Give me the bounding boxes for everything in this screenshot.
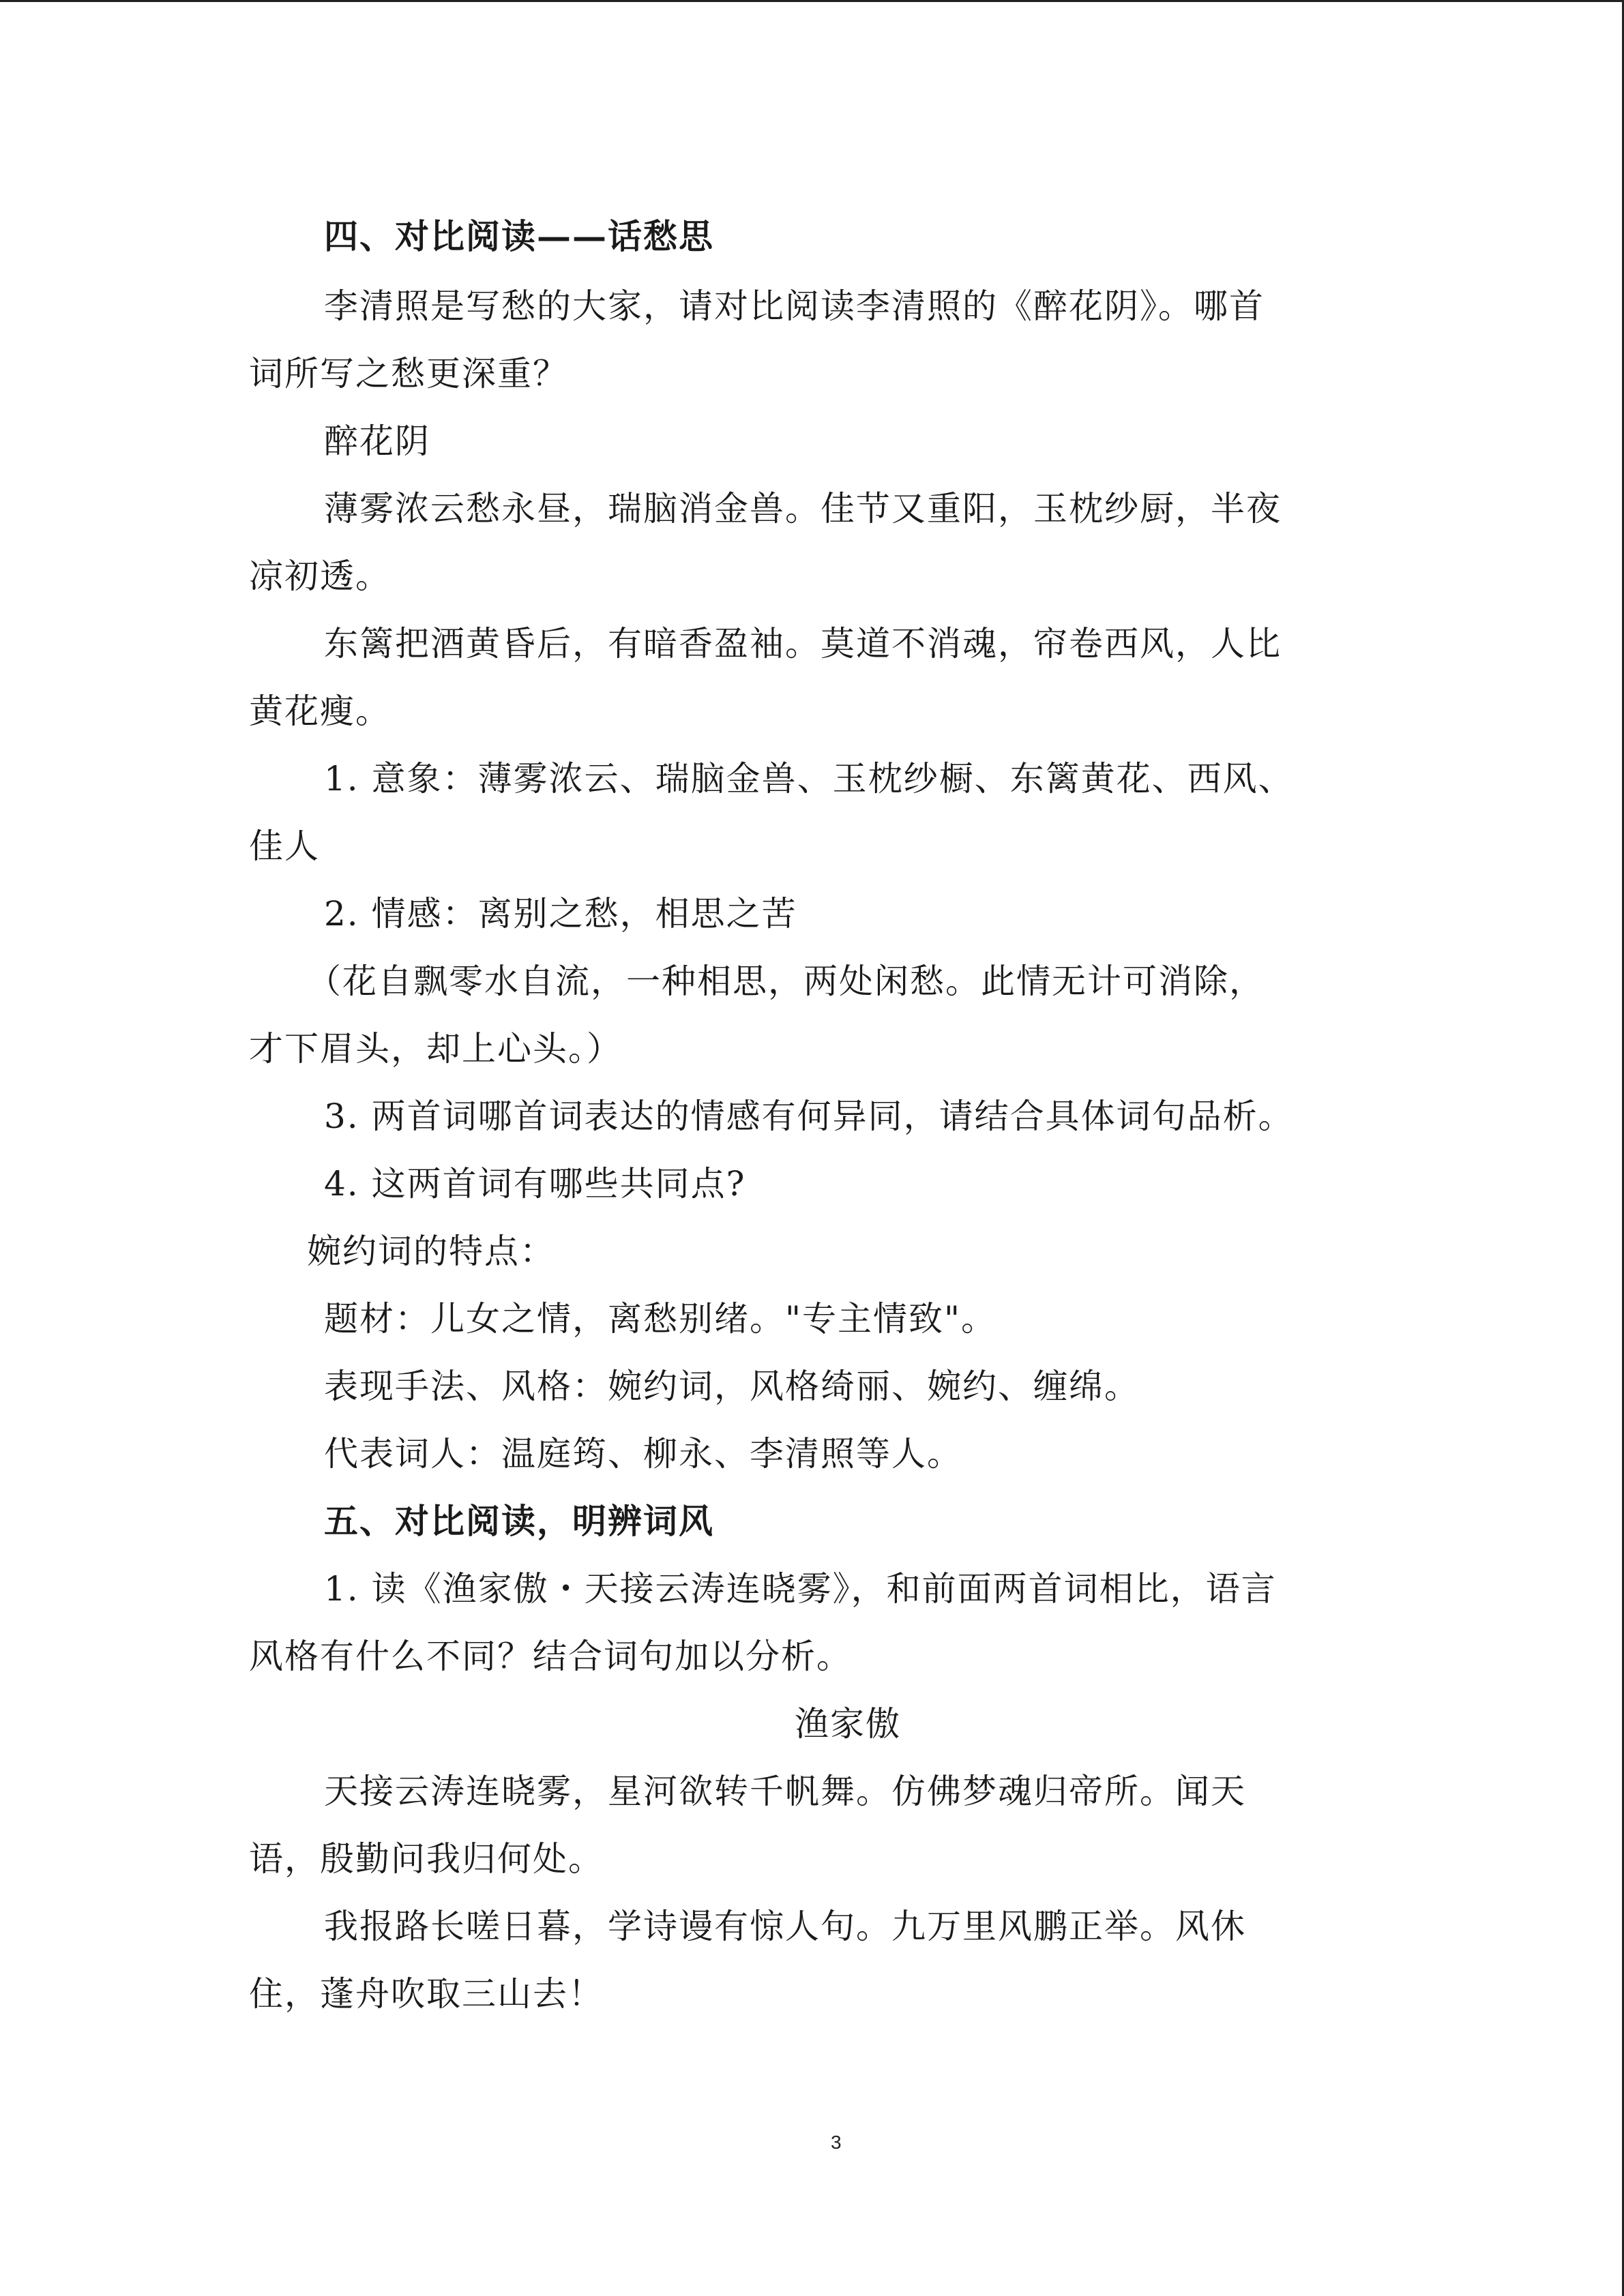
section4-intro-line1: 李清照是写愁的大家，请对比阅读李清照的《醉花阴》。哪首 [324,286,1265,326]
poem2-p2-line2: 住，蓬舟吹取三山去！ [249,1974,604,2014]
poem2-p2-line1: 我报路长嗟日暮，学诗谩有惊人句。九万里风鹏正举。风休 [324,1907,1246,1946]
section4-heading: 四、对比阅读——话愁思 [324,216,714,256]
poem1-p1-line2: 凉初透。 [249,556,391,596]
item3: 3. 两首词哪首词表达的情感有何异同，请结合具体词句品析。 [324,1097,1294,1136]
item2: 2. 情感：离别之愁，相思之苦 [324,894,797,934]
feature-subject: 题材：儿女之情，离愁别绪。"专主情致"。 [324,1299,996,1339]
section5-item1-line1: 1. 读《渔家傲・天接云涛连晓雾》，和前面两首词相比，语言 [324,1569,1277,1609]
poem1-p2-line1: 东篱把酒黄昏后，有暗香盈袖。莫道不消魂，帘卷西风，人比 [324,624,1282,664]
section4-intro-line2: 词所写之愁更深重？ [249,354,568,393]
poem1-p1-line1: 薄雾浓云愁永昼，瑞脑消金兽。佳节又重阳，玉枕纱厨，半夜 [324,489,1282,528]
section5-heading: 五、对比阅读，明辨词风 [324,1501,714,1541]
poem2-title: 渔家傲 [795,1704,901,1744]
feature-poets: 代表词人：温庭筠、柳永、李清照等人。 [324,1434,962,1474]
features-title: 婉约词的特点： [307,1232,555,1271]
quote-line1: （花自飘零水自流，一种相思，两处闲愁。此情无计可消除， [307,961,1265,1001]
item1-line2: 佳人 [249,826,320,866]
item1-line1: 1. 意象：薄雾浓云、瑞脑金兽、玉枕纱橱、东篱黄花、西风、 [324,759,1294,799]
item4: 4. 这两首词有哪些共同点? [324,1164,746,1204]
page-number: 3 [831,2132,842,2153]
poem2-p1-line1: 天接云涛连晓雾，星河欲转千帆舞。仿佛梦魂归帝所。闻天 [324,1772,1246,1811]
feature-style: 表现手法、风格：婉约词，风格绮丽、婉约、缠绵。 [324,1367,1140,1406]
poem1-title: 醉花阴 [324,421,430,461]
quote-line2: 才下眉头，却上心头。） [249,1029,622,1069]
poem1-p2-line2: 黄花瘦。 [249,691,391,731]
poem2-p1-line2: 语，殷勤问我归何处。 [249,1839,604,1879]
section5-item1-line2: 风格有什么不同？结合词句加以分析。 [249,1637,852,1676]
